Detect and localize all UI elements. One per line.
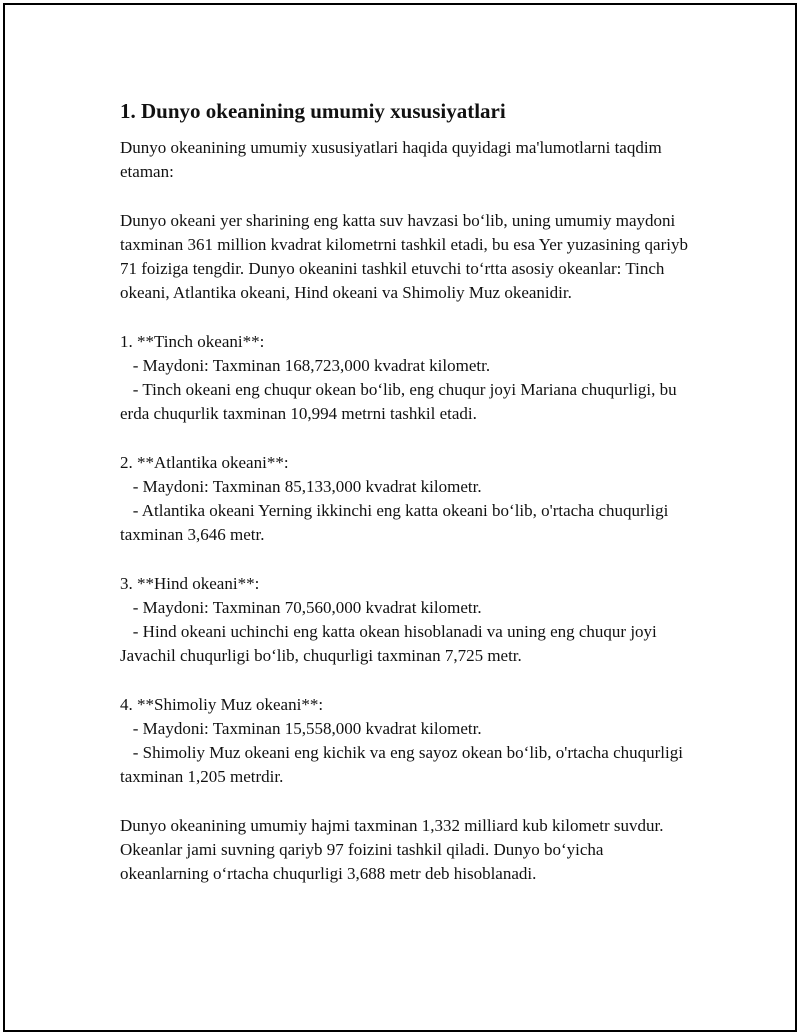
ocean-title: 3. **Hind okeani**:	[120, 573, 260, 593]
ocean-area: - Maydoni: Taxminan 168,723,000 kvadrat kilometr.	[120, 355, 491, 375]
document-page	[3, 3, 797, 1032]
paragraph-gap	[120, 426, 690, 450]
ocean-section-arctic	[120, 693, 690, 790]
ocean-section-atlantic	[120, 451, 690, 548]
paragraph-gap	[120, 184, 690, 208]
ocean-detail: - Atlantika okeani Yerning ikkinchi eng katta okeani bo‘lib, o'rtacha chuqurligi taxminan 3,646 metr.	[120, 501, 673, 545]
ocean-title: 1. **Tinch okeani**:	[120, 331, 265, 351]
ocean-area: - Maydoni: Taxminan 70,560,000 kvadrat kilometr.	[120, 597, 482, 617]
ocean-detail: - Tinch okeani eng chuqur okean bo‘lib, eng chuqur joyi Mariana chuqurligi, bu erda chuqurlik taxminan 10,994 metrni tashkil etadi.	[120, 380, 681, 424]
paragraph-gap	[120, 668, 690, 692]
ocean-area: - Maydoni: Taxminan 85,133,000 kvadrat kilometr.	[120, 476, 482, 496]
ocean-detail: - Hind okeani uchinchi eng katta okean hisoblanadi va uning eng chuqur joyi Javachil chuqurligi bo‘lib, chuqurligi taxminan 7,725 metr.	[120, 622, 662, 666]
intro-paragraph: Dunyo okeanining umumiy xususiyatlari haqida quyidagi ma'lumotlarni taqdim etaman:	[120, 138, 667, 182]
ocean-detail: - Shimoliy Muz okeani eng kichik va eng sayoz okean bo‘lib, o'rtacha chuqurligi taxminan 1,205 metrdir.	[120, 743, 688, 787]
overview-paragraph: Dunyo okeani yer sharining eng katta suv havzasi bo‘lib, uning umumiy maydoni taxminan 361 million kvadrat kilometrni tashkil etadi, bu esa Yer yuzasining qariyb 71 foiziga tengdir. Dunyo okeanini tashkil etuvchi to‘rtta asosiy okeanlar: Tinch okeani, Atlantika okeani, Hind okeani va Shimoliy Muz okeanidir.	[120, 210, 693, 303]
document-content	[120, 98, 693, 886]
page-title: 1. Dunyo okeanining umumiy xususiyatlari	[120, 99, 506, 123]
ocean-section-indian	[120, 572, 690, 669]
ocean-section-pacific	[120, 330, 690, 427]
paragraph-gap	[120, 305, 690, 329]
conclusion-paragraph: Dunyo okeanining umumiy hajmi taxminan 1,332 milliard kub kilometr suvdur. Okeanlar jami suvning qariyb 97 foizini tashkil qiladi. Dunyo bo‘yicha okeanlarning o‘rtacha chuqurligi 3,688 metr deb hisoblanadi.	[120, 815, 668, 883]
ocean-title: 2. **Atlantika okeani**:	[120, 452, 289, 472]
ocean-area: - Maydoni: Taxminan 15,558,000 kvadrat kilometr.	[120, 718, 482, 738]
ocean-title: 4. **Shimoliy Muz okeani**:	[120, 694, 324, 714]
paragraph-gap	[120, 789, 690, 813]
paragraph-gap	[120, 547, 690, 571]
